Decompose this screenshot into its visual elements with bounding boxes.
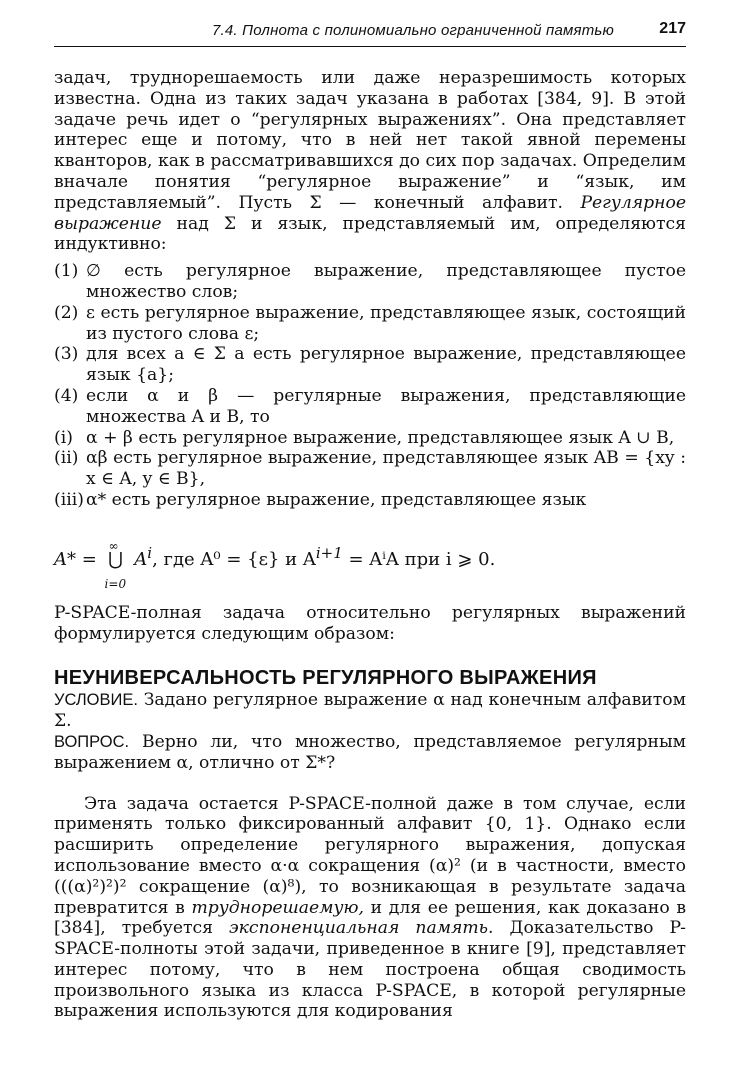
- page-body: [54, 68, 686, 1022]
- list-item-text: ε есть регулярное выражение, представляющее язык, состоящий из пустого слова ε;: [86, 302, 686, 344]
- condition-label: УСЛОВИЕ.: [54, 691, 138, 710]
- formula-tail: = AⁱA при i ⩾ 0.: [348, 548, 496, 570]
- formula-middle: , где A⁰ = {ε} и A: [152, 548, 316, 570]
- list-item-text: α* есть регулярное выражение, представляющее язык: [86, 489, 587, 510]
- list-item: [54, 490, 686, 511]
- union-operator: [103, 538, 129, 591]
- formula-term-exponent: i: [147, 543, 153, 562]
- final-text-part2: и для ее решения, как доказано в [384], требуется: [54, 897, 687, 939]
- formula-middle-exponent: i+1: [315, 543, 343, 562]
- list-item: [54, 303, 686, 345]
- list-item-text: для всех a ∈ Σ a есть регулярное выражение, представляющее язык {a};: [86, 344, 686, 386]
- problem-title: НЕУНИВЕРСАЛЬНОСТЬ РЕГУЛЯРНОГО ВЫРАЖЕНИЯ: [54, 667, 597, 690]
- intro-emphasis: Регулярное выражение: [54, 192, 686, 234]
- running-header: [54, 16, 686, 47]
- final-emphasis-2: экспоненциальная память.: [229, 918, 494, 939]
- final-text-part1: Эта задача остается P-SPACE-полной даже в том случае, если применять только фиксированный алфавит {0, 1}. Однако если расширить определение регулярного выражения, допуская использование вместо α·α сокращения (α)² (и в частности, вместо (((α)²)²)² сокращение (α)⁸), то возникающая в результате задача превратится в: [54, 793, 686, 918]
- formula-term: A: [134, 548, 148, 570]
- list-item-text: αβ есть регулярное выражение, представляющее язык AB = {xy : x ∈ A, y ∈ B},: [86, 448, 686, 490]
- union-symbol: ⋃: [108, 548, 123, 570]
- final-emphasis-1: труднорешаемую,: [191, 897, 365, 918]
- definition-list: [54, 261, 686, 511]
- question-text: Верно ли, что множество, представляемое регулярным выражением α, отлично от Σ*?: [54, 731, 686, 773]
- condition-text: Задано регулярное выражение α над конечным алфавитом Σ.: [54, 690, 686, 732]
- list-item: [54, 261, 686, 303]
- intro-paragraph: [54, 68, 686, 255]
- question-label: ВОПРОС.: [54, 732, 130, 751]
- list-item-label: (i): [54, 427, 73, 448]
- list-item: [54, 386, 686, 428]
- list-item-label: (iii): [54, 489, 84, 510]
- kleene-star-formula: [54, 529, 686, 591]
- list-item-label: (4): [54, 385, 79, 406]
- page-number: 217: [659, 20, 686, 37]
- problem-condition: [54, 690, 686, 732]
- formula-lhs: A* =: [54, 548, 97, 570]
- list-item-text: α + β есть регулярное выражение, представляющее язык A ∪ B,: [86, 427, 675, 448]
- list-item-text: если α и β — регулярные выражения, представляющие множества A и B, то: [86, 385, 686, 427]
- union-upper-limit: ∞: [108, 538, 119, 553]
- list-item-label: (1): [54, 261, 79, 282]
- list-item: [54, 448, 686, 490]
- pspace-intro: P-SPACE-полная задача относительно регулярных выражений формулируется следующим образом:: [54, 602, 686, 644]
- list-item: [54, 344, 686, 386]
- intro-text: задач, труднорешаемость или даже неразрешимость которых известна. Одна из таких задач указана в работах [384, 9]. В этой задаче речь идет о “регулярных выражениях”. Она представляет интерес еще и потому, что в ней нет такой явной перемены кванторов, как в рассматривавшихся до сих пор задачах. Определим вначале понятия “регулярное выражение” и “язык, им представляемый”. Пусть Σ — конечный алфавит.: [54, 68, 686, 213]
- problem-question: [54, 732, 686, 774]
- list-item: [54, 428, 686, 449]
- list-item-label: (3): [54, 344, 79, 365]
- list-item-label: (2): [54, 302, 79, 323]
- running-title: 7.4. Полнота с полиномиально ограниченной памятью: [211, 22, 614, 39]
- union-lower-limit: i=0: [104, 576, 127, 591]
- list-item-label: (ii): [54, 448, 79, 469]
- list-item-text: ∅ есть регулярное выражение, представляющее пустое множество слов;: [86, 261, 686, 302]
- final-paragraph: [54, 794, 686, 1023]
- final-text-part3: Доказательство P-SPACE-полноты этой задачи, приведенное в книге [9], представляет интерес потому, что в нем построена общая сводимость произвольного языка из класса P-SPACE, в которой регулярные выражения используются для кодирования: [54, 918, 686, 1022]
- intro-tail: над Σ и язык, представляемый им, определяются индуктивно:: [54, 213, 686, 255]
